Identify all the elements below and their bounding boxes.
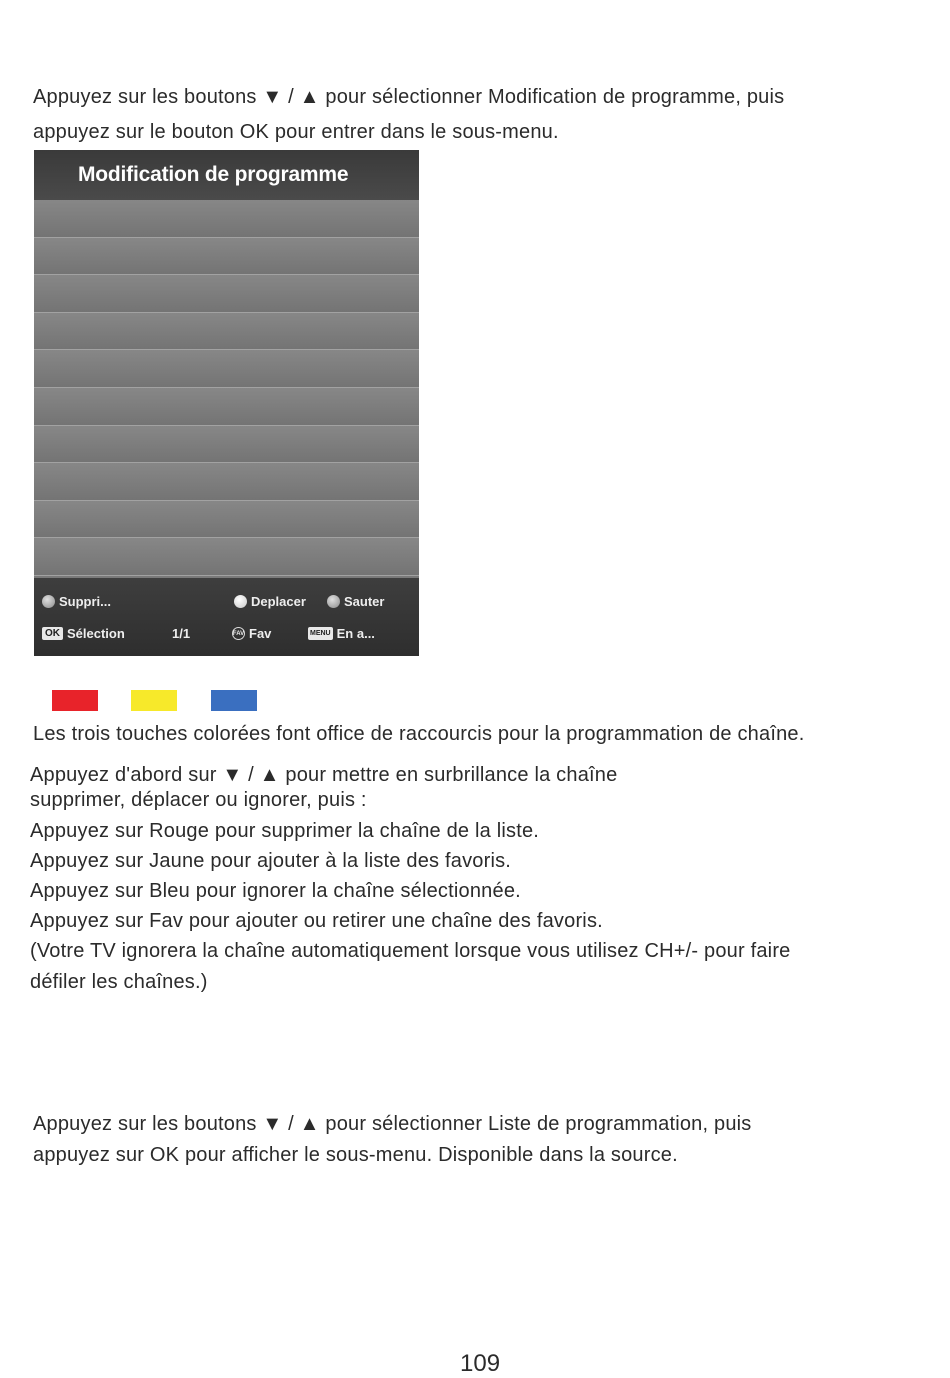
program-edit-menu — [34, 150, 419, 656]
instruction-line: Appuyez sur les boutons ▼ / ▲ pour sélectionner Modification de programme, puis — [33, 86, 785, 108]
instruction-line: appuyez sur le bouton OK pour entrer dans le sous-menu. — [33, 121, 559, 143]
menu-footer — [34, 578, 419, 656]
list-row — [34, 350, 419, 388]
yellow-key-swatch — [131, 690, 177, 711]
list-row — [34, 388, 419, 426]
yellow-key-icon — [234, 595, 247, 608]
fav-hint — [232, 626, 271, 641]
skip-label: Sauter — [344, 594, 385, 609]
fav-instruction: Appuyez sur Fav pour ajouter ou retirer une chaîne des favoris. — [30, 910, 603, 932]
note-line: défiler les chaînes.) — [30, 971, 208, 993]
page-number: 109 — [460, 1350, 501, 1377]
select-hint — [42, 626, 125, 641]
skip-hint — [327, 594, 384, 609]
select-label: Sélection — [67, 626, 125, 641]
list-row — [34, 200, 419, 238]
list-row — [34, 238, 419, 276]
instruction-line: supprimer, déplacer ou ignorer, puis : — [30, 789, 367, 811]
move-label: Deplacer — [251, 594, 306, 609]
list-row — [34, 463, 419, 501]
list-row — [34, 426, 419, 464]
move-hint — [234, 594, 306, 609]
instruction-line: Appuyez d'abord sur ▼ / ▲ pour mettre en surbrillance la chaîne — [30, 764, 618, 786]
instruction-line: appuyez sur OK pour afficher le sous-menu. Disponible dans la source. — [33, 1144, 678, 1166]
fav-key-icon: FAV — [232, 627, 245, 640]
list-row — [34, 538, 419, 576]
red-key-icon — [42, 595, 55, 608]
red-instruction: Appuyez sur Rouge pour supprimer la chaîne de la liste. — [30, 820, 540, 842]
instruction-line: Appuyez sur les boutons ▼ / ▲ pour sélectionner Liste de programmation, puis — [33, 1113, 752, 1135]
delete-hint — [42, 594, 111, 609]
page-indicator: 1/1 — [172, 626, 191, 641]
note-line: (Votre TV ignorera la chaîne automatiquement lorsque vous utilisez CH+/- pour faire — [30, 940, 791, 962]
menu-key-icon: MENU — [308, 627, 333, 640]
back-hint — [308, 626, 375, 641]
blue-key-swatch — [211, 690, 257, 711]
intro-text: Les trois touches colorées font office de raccourcis pour la programmation de chaîne. — [33, 723, 805, 745]
list-row — [34, 275, 419, 313]
yellow-instruction: Appuyez sur Jaune pour ajouter à la liste des favoris. — [30, 850, 512, 872]
delete-label: Suppri... — [59, 594, 111, 609]
back-label: En a... — [336, 626, 375, 641]
blue-instruction: Appuyez sur Bleu pour ignorer la chaîne sélectionnée. — [30, 880, 521, 902]
list-row — [34, 501, 419, 539]
blue-key-icon — [327, 595, 340, 608]
red-key-swatch — [52, 690, 98, 711]
menu-title: Modification de programme — [34, 150, 419, 200]
list-row — [34, 313, 419, 351]
ok-key-icon: OK — [42, 627, 63, 640]
fav-label: Fav — [249, 626, 272, 641]
